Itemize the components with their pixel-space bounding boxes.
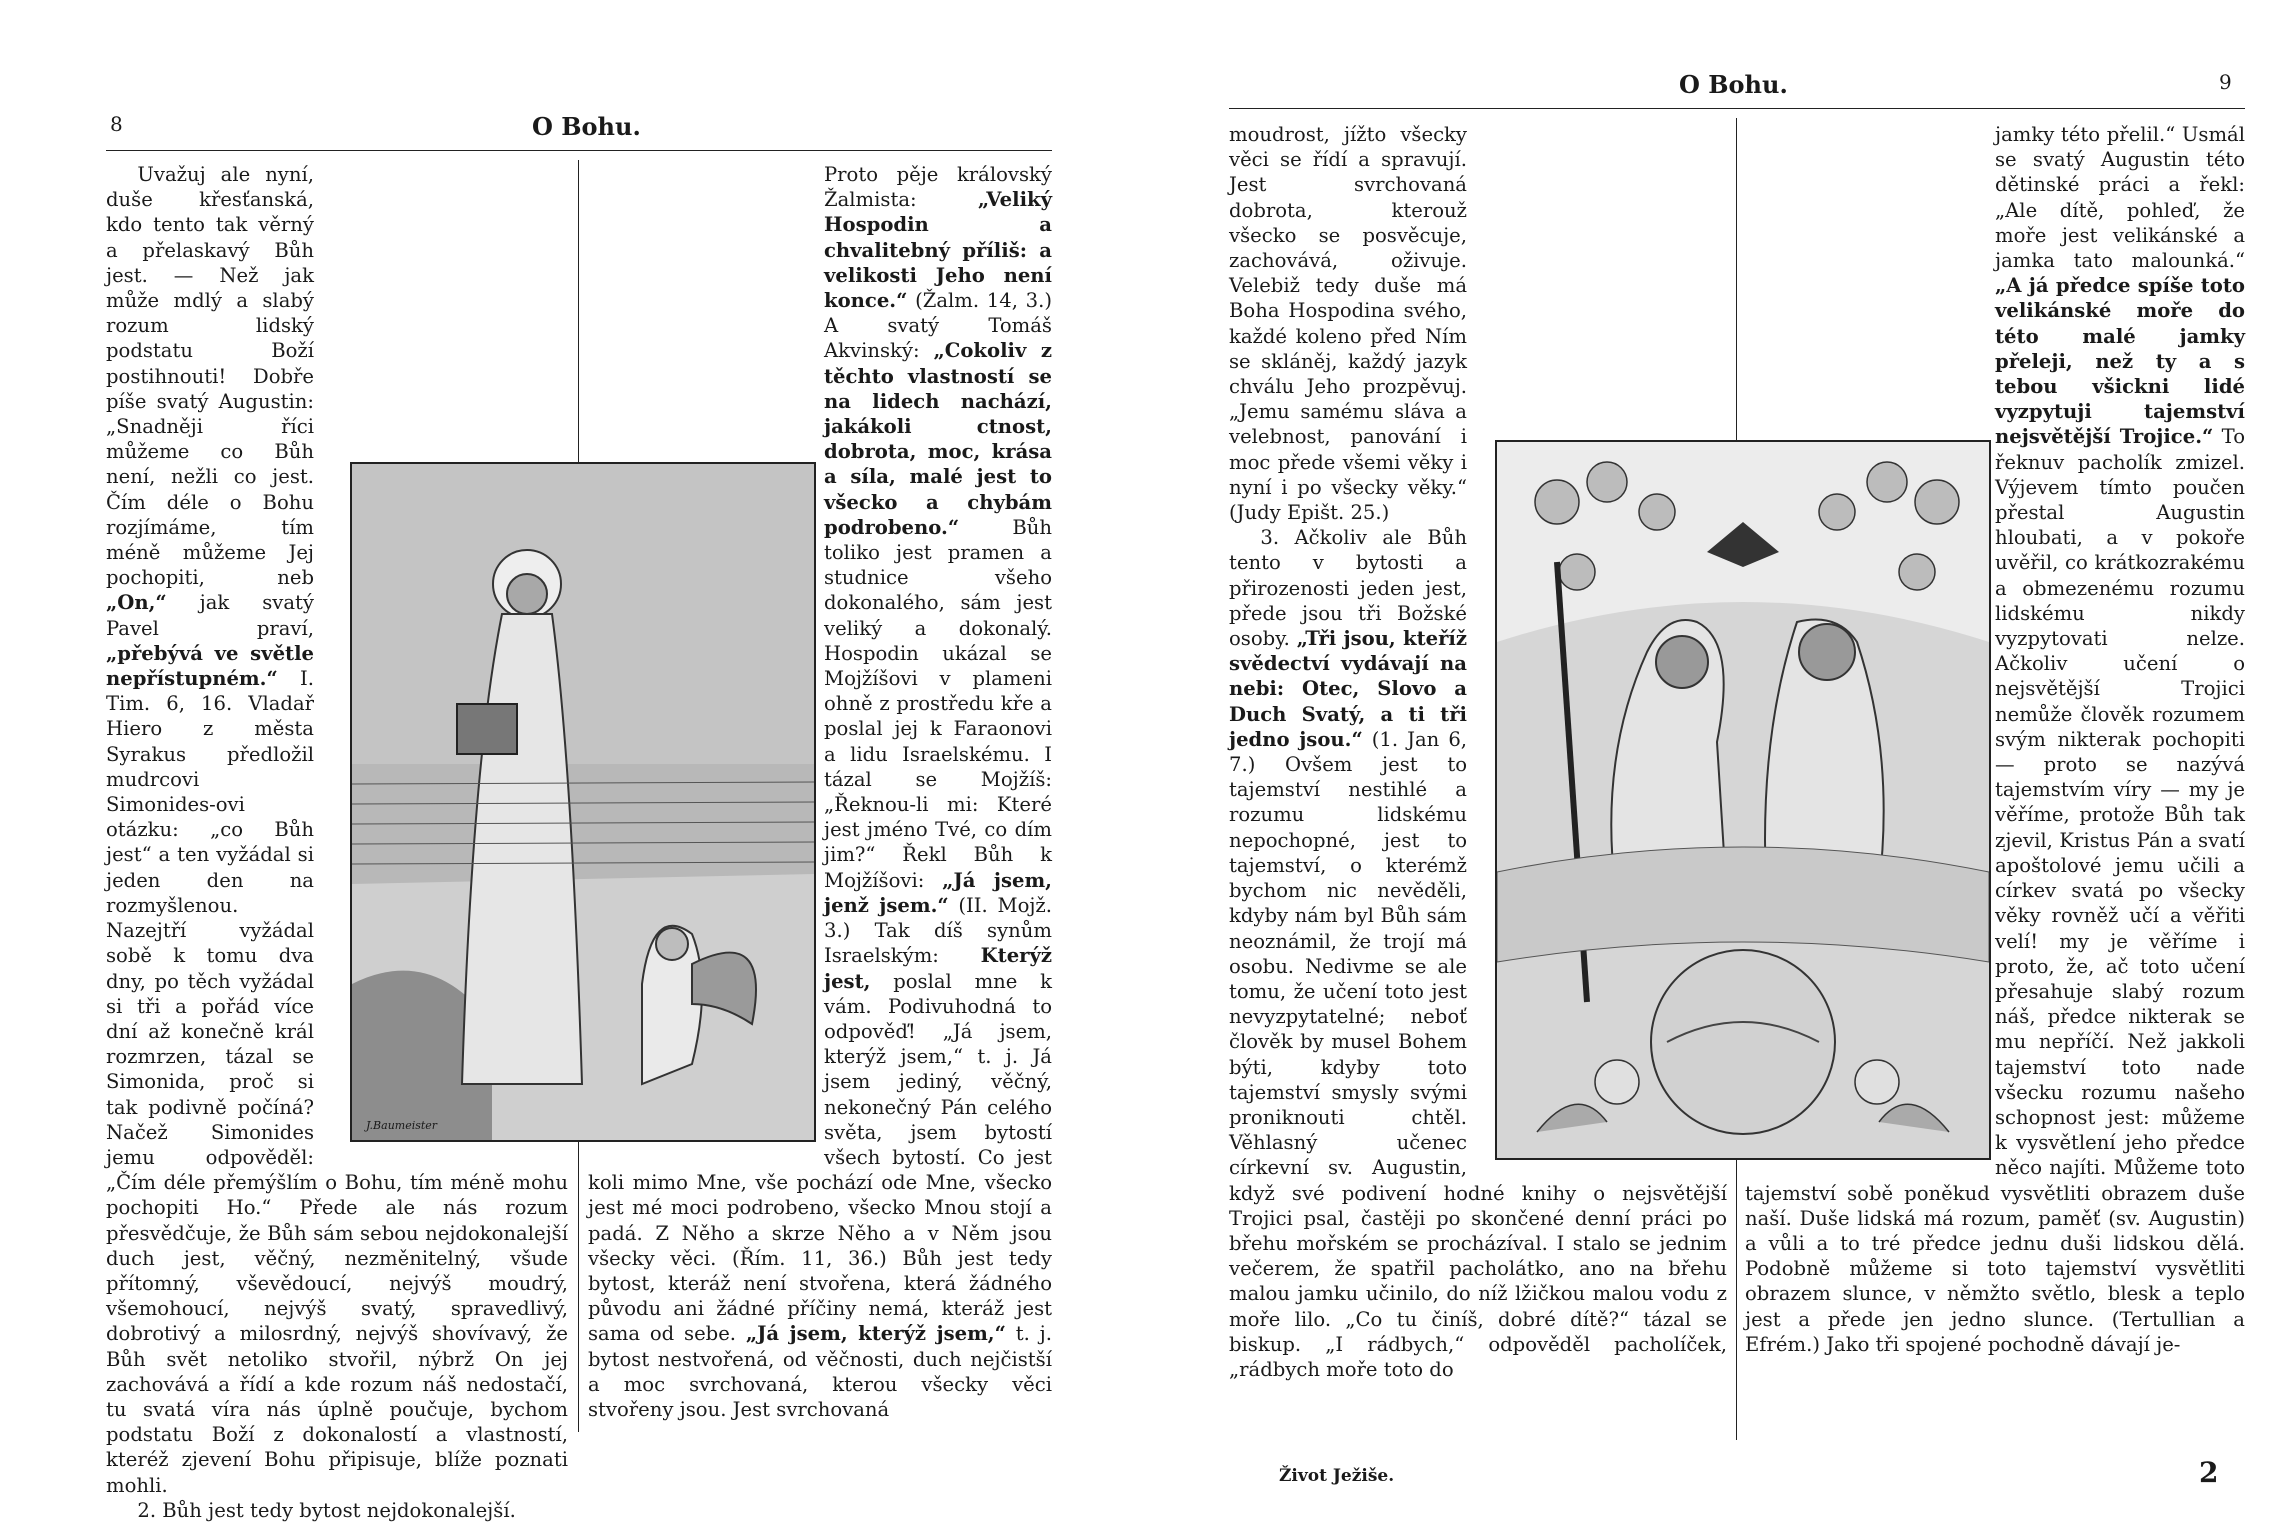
- right-col2-paragraph: jamky této přelil.“ Usmál se svatý Augustin této dětinské práci a řekl: „Ale dítě, pohleď, že moře jest velikánské a jamka tato malounká.“ „A já předce spíše toto velikánské moře do této malé jamky přeleji, než ty a s tebou všickni lidé vyzpytuji tajemství nejsvětější Trojice.“ To řeknuv pacholík zmizel. Výjevem tímto poučen přestal Augustin hloubati, a v pokoře uvěřil, co krátkozrakému a obmezenému rozumu lidskému nikdy vyzpytovati nelze. Ačkoliv učení o nejsvětější Trojici nemůže člověk rozumem svým nikterak pochopiti — proto se nazývá tajemstvím víry — my je věříme, protože Bůh tak zjevil, Kristus Pán a svatí apoštolové jemu učili a církev svatá po všecky věky rovněž učí a věřiti velí! my je věříme i proto, že, ač toto učení přesahuje slabý rozum náš, předce nikterak se mu nepříčí. Než jakkoli tajemství toto nade všecku rozumu našeho schopnost jest: můžeme k vysvětlení jeho předce něco najíti. Můžeme toto tajemství sobě poněkud vysvětliti obrazem duše naší. Duše lidská má rozum, paměť (sv. Augustin) a vůli a to tré předce jednu duši lidskou dělá. Podobně můžeme si toto tajemství vysvětliti obrazem slunce, v němžto světlo, blesk a teplo jest a přede jen jedno slunce. (Tertullian a Efrém.) Jako tři spojené pochodně dávají je-: [1745, 123, 2246, 1356]
- left-page: [0, 0, 1139, 1522]
- right-col1-figure-space: [1467, 418, 1727, 1158]
- engraving-caption: J.Baumeister: [366, 1119, 438, 1132]
- right-page-footer: Život Ježiše.: [1279, 1466, 1395, 1486]
- left-col2-paragraph: Proto pěje královský Žalmista: „Veliký Hospodin a chvalitebný příliš: a velikosti Jeho není konce.“ (Žalm. 14, 3.) A svatý Tomáš Akvinský: „Cokoliv z těchto vlastností se na lidech nachází, jakákoli ctnost, dobrota, moc, krása a síla, malé jest to všecko a chybám podrobeno.“ Bůh toliko jest pramen a studnice všeho dokonalého, sám jest veliký a dokonalý. Hospodin ukázal se Mojžíšovi v plameni ohně z prostředu kře a poslal jej k Faraonovi a lidu Israelskému. I tázal se Mojžíš: „Řeknou-li mi: Které jest jméno Tvé, co dím jim?“ Řekl Bůh k Mojžíšovi: „Já jsem, jenž jsem.“ (II. Mojž. 3.) Tak díš synům Israelským: Kterýž jest, poslal mne k vám. Podivuhodná to odpověď! „Já jsem, kterýž jsem,“ t. j. Já jsem jediný, věčný, nekonečný Pán celého světa, jsem bytostí všech bytostí. Co jest koli mimo Mne, vše pochází ode Mne, všecko jest mé moci podrobeno, všecko Mnou stojí a padá. Z Něho a skrze Něho a v Něm jsou všecky věci. (Řím. 11, 36.) Bůh jest tedy bytost, kteráž není stvořena, která žádného původu ani žádné příčiny nemá, kteráž jest sama od sebe. „Já jsem, kterýž jsem,“ t. j. bytost nestvořená, od věčnosti, duch nejčistší a moc svrchovaná, kterou všecky věci stvořeny jsou. Jest svrchovaná: [588, 163, 1052, 1421]
- left-page-number: 8: [110, 112, 123, 136]
- right-col1-paragraph-2: 3. Ačkoliv ale Bůh tento v bytosti a přirozenosti jeden jest, přede jsou tři Božské osoby. „Tři jsou, kteříž svědectví vydávají na nebi: Otec, Slovo a Duch Svatý, a ti tři jedno jsou.“ (1. Jan 6, 7.) Ovšem jest to tajemství nestihlé a rozumu lidskému nepochopné, jest to tajemství, o kterémž bychom nic nevěděli, kdyby nám byl Bůh sám neoznámil, že trojí má osobu. Nedivme se ale tomu, že učení toto jest nevyzpytatelné; neboť člověk by musel Bohem býti, kdyby toto tajemství smysly svými proniknouti chtěl. Věhlasný učenec církevní sv. Augustin, když své podivení hodné knihy o nejsvětější Trojici psal, častěji po skončené denní práci po břehu mořském se procházíval. I stalo se jednim večerem, že spatřil pacholátko, ano na břehu malou jamku učinilo, do níž lžičkou malou vodu z moře lilo. „Co tu činíš, dobré dítě?“ tázal se biskup. „I rádbych,“ odpověděl pacholíček, „rádbych moře toto do: [1229, 526, 1727, 1381]
- left-page-column-2: [588, 162, 1052, 1434]
- right-header-rule: [1229, 108, 2245, 109]
- left-col1-paragraph-1: Uvažuj ale nyní, duše křesťanská, kdo tento tak věrný a přelaskavý Bůh jest. — Než jak může mdlý a slabý rozum lidský podstatu Boží postihnouti! Dobře píše svatý Augustin: „Snadněji říci můžeme co Bůh není, nežli co jest. Čím déle o Bohu rozjímáme, tím méně můžeme Jej pochopiti, neb „On,“ jak svatý Pavel praví, „přebývá ve světle nepřístupném.“ I. Tim. 6, 16. Vladař Hiero z města Syrakus předložil mudrcovi Simonides-ovi otázku: „co Bůh jest“ a ten vyžádal si jeden den na rozmyšlenou. Nazejtří vyžádal sobě k tomu dva dny, po těch vyžádal si tři a pořád více dní až konečně král rozmrzen, tázal se Simonida, proč si tak podivně počíná? Načež Simonides jemu odpověděl: „Čím déle přemýšlím o Bohu, tím méně mohu pochopiti Ho.“ Přede ale nás rozum přesvědčuje, že Bůh sám sebou nejdokonalejší duch jest, věčný, nezměnitelný, všude přítomný, vševědoucí, nejvýš moudrý, všemohoucí, nejvýš svatý, spravedlivý, dobrotivý a milosrdný, nejvýš shovívavý, že Bůh svět netoliko stvořil, nýbrž On jej zachovává a řídí a kde rozum náš nedostačí, tu svatá víra nás úplně poučuje, bychom podstatu Boží z dokonalostí a vlastností, kteréž zjevení Bohu připisuje, blíže poznati mohli.: [106, 163, 568, 1497]
- left-col1-paragraph-2: 2. Bůh jest tedy bytost nejdokonalejší.: [137, 1498, 516, 1522]
- left-col1-figure-space: [314, 462, 568, 1146]
- right-page-column-2: [1745, 122, 2245, 1444]
- right-page: [1139, 0, 2278, 1500]
- left-header-rule: [106, 150, 1052, 151]
- left-page-column-1: [106, 162, 568, 1522]
- right-col2-figure-space: [1745, 418, 1995, 1158]
- right-col1-paragraph-1: moudrost, jížto všecky věci se řídí a spravují. Jest svrchovaná dobrota, kterouž všecko se posvěcuje, zachovává, oživuje. Velebiž tedy duše má Boha Hospodina svého, každé koleno před Ním se skláněj, každý jazyk chválu Jeho prozpěvuj. „Jemu samému sláva a velebnost, panování i moc přede všemi věky i nyní i po všecky věky.“ (Judy Epišt. 25.): [1229, 123, 1467, 525]
- left-page-header: O Bohu.: [532, 112, 641, 141]
- right-page-number: 9: [2219, 70, 2232, 94]
- signature-mark: 2: [2199, 1456, 2219, 1489]
- left-col2-figure-space: [588, 462, 824, 1146]
- right-page-column-1: [1229, 122, 1727, 1444]
- right-page-header: O Bohu.: [1679, 70, 1788, 99]
